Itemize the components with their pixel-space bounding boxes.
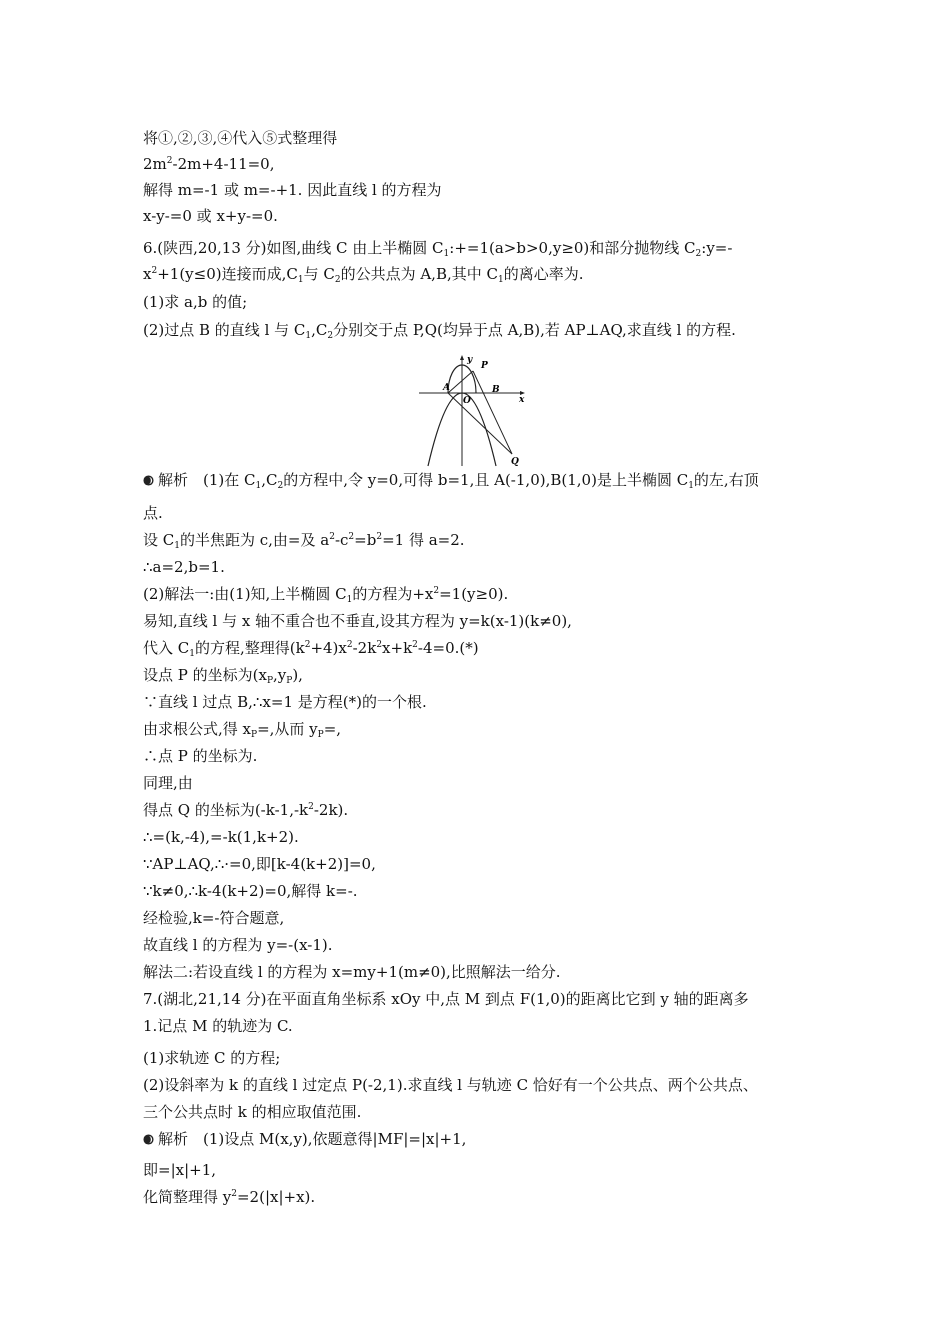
text-line-l29: 1.记点 M 的轨迹为 C. — [143, 1017, 293, 1035]
text-line-l09: 解析 (1)在 $C_1,C_2$的方程中,令 y=0,可得 b=1,且 A(-1,0),B(1,0)是上半椭圆 $C_1$的左,右顶 — [143, 470, 833, 490]
subscript: 1 — [297, 275, 304, 285]
superscript: 2 — [348, 532, 355, 542]
text-line-l18: 由求根公式,得 $x_P=$,从而 $y_P=$, — [143, 720, 342, 740]
label-y: y — [467, 355, 473, 365]
superscript: 2 — [151, 266, 158, 276]
analysis-marker-icon — [143, 475, 154, 486]
label-p: P — [481, 361, 488, 371]
text-line-l31: (2)设斜率为 k 的直线 l 过定点 P(-2,1).求直线 l 与轨迹 C 恰好有一个公共点、两个公共点、 — [143, 1076, 758, 1094]
subscript: 1 — [174, 541, 180, 551]
superscript: 2 — [376, 640, 383, 650]
text-line-l19: ∴点 P 的坐标为. — [143, 747, 258, 765]
text-line-l32: 三个公共点时 k 的相应取值范围. — [143, 1103, 362, 1121]
text-line-l26: 故直线 l 的方程为 y=-(x-1). — [143, 936, 333, 954]
superscript: 2 — [412, 640, 418, 650]
subscript: 1 — [688, 481, 694, 491]
text-line-l10: 点. — [143, 504, 163, 522]
y-axis-arrow-icon — [460, 355, 464, 360]
text-line-l11: 设 $C_1$的半焦距为 c,由=及 $a^2-c^2=b^2=1$ 得 a=2. — [143, 531, 465, 551]
subscript: 2 — [695, 249, 702, 259]
text-line-l01: 将①,②,③,④代入⑤式整理得 — [143, 129, 338, 147]
text-line-l15: 代入 $C_1$的方程,整理得$(k^2+4)x^2-2k^2x+k^2-4=0.(*)$ — [143, 639, 479, 659]
superscript: 2 — [308, 802, 314, 812]
subscript: 2 — [277, 481, 284, 491]
label-x: x — [519, 395, 525, 405]
text-line-l24: ∵k≠0,∴k-4(k+2)=0,解得 k=-. — [143, 882, 358, 900]
subscript: 1 — [346, 595, 353, 605]
text-line-l23: ∵AP⊥AQ,∴·=0,即[k-4(k+2)]=0, — [143, 855, 376, 873]
subscript: P — [286, 676, 293, 686]
text-line-l21: 得点 Q 的坐标为$(-k-1,-k^2-2k)$. — [143, 801, 349, 819]
text-line-l14: 易知,直线 l 与 x 轴不重合也不垂直,设其方程为 y=k(x-1)(k≠0), — [143, 612, 572, 630]
text-line-l17: ∵直线 l 过点 B,∴x=1 是方程(*)的一个根. — [143, 693, 427, 711]
text-line-l20: 同理,由 — [143, 774, 193, 792]
text-line-l30: (1)求轨迹 C 的方程; — [143, 1049, 281, 1067]
text-line-l35: 化简整理得 $y^2=2(|x|+x)$. — [143, 1188, 316, 1206]
label-o: O — [463, 396, 471, 406]
text-line-l16: 设点 P 的坐标为$(x_P,y_P)$, — [143, 666, 303, 686]
text-line-l27: 解法二:若设直线 l 的方程为 x=my+1(m≠0),比照解法一给分. — [143, 963, 561, 981]
text-line-l25: 经检验,k=-符合题意, — [143, 909, 285, 927]
subscript: P — [266, 676, 274, 686]
superscript: 2 — [433, 586, 440, 596]
text-line-l33: 解析 (1)设点 M(x,y),依题意得|MF|=|x|+1, — [143, 1129, 833, 1149]
text-line-l07: (1)求 a,b 的值; — [143, 293, 248, 311]
superscript: 2 — [166, 156, 173, 166]
subscript: 2 — [327, 331, 334, 341]
subscript: 1 — [189, 649, 195, 659]
text-line-l13: (2)解法一:由(1)知,上半椭圆 $C_1$的方程为$+x^2=1(y\ge 0)$. — [143, 585, 509, 605]
label-b: B — [492, 385, 500, 395]
curve-figure — [415, 352, 535, 468]
line-aq — [448, 393, 512, 454]
subscript: P — [317, 730, 324, 740]
analysis-marker-icon — [143, 1134, 154, 1145]
subscript: 1 — [255, 481, 262, 491]
subscript: 1 — [305, 331, 312, 341]
text-line-l04: x-y-=0 或 x+y-=0. — [143, 207, 278, 225]
text-line-l06: $x^2+1(y\le 0)$连接而成$,C_1$与 $C_2$的公共点为 A,B,其中 $C_1$的离心率为. — [143, 265, 584, 285]
subscript: 1 — [443, 249, 450, 259]
label-q: Q — [511, 457, 519, 467]
superscript: 2 — [376, 532, 383, 542]
subscript: P — [251, 730, 258, 740]
label-a: A — [443, 383, 450, 393]
superscript: 2 — [304, 640, 311, 650]
text-line-l03: 解得 m=-1 或 m=-+1. 因此直线 l 的方程为 — [143, 181, 442, 199]
superscript: 2 — [231, 1189, 237, 1199]
text-line-l02: $2m^2-2m+4-11=0$, — [143, 155, 275, 173]
subscript: 1 — [497, 275, 504, 285]
text-line-l28: 7.(湖北,21,14 分)在平面直角坐标系 xOy 中,点 M 到点 F(1,0)的距离比它到 y 轴的距离多 — [143, 990, 749, 1008]
text-line-l34: 即=|x|+1, — [143, 1161, 217, 1179]
superscript: 2 — [329, 532, 335, 542]
text-line-l05: 6.(陕西,20,13 分)如图,曲线 C 由上半椭圆 $C_1:+=1(a>b>0,y\ge 0)$和部分抛物线 $C_2:y=-$ — [143, 239, 733, 259]
superscript: 2 — [346, 640, 353, 650]
subscript: 2 — [334, 275, 341, 285]
text-line-l22: ∴=(k,-4),=-k(1,k+2). — [143, 828, 299, 846]
line-pq — [473, 371, 512, 454]
text-line-l08: (2)过点 B 的直线 l 与 $C_1,C_2$分别交于点 P,Q(均异于点 A,B),若 AP⊥AQ,求直线 l 的方程. — [143, 321, 736, 341]
text-line-l12: ∴a=2,b=1. — [143, 558, 225, 576]
